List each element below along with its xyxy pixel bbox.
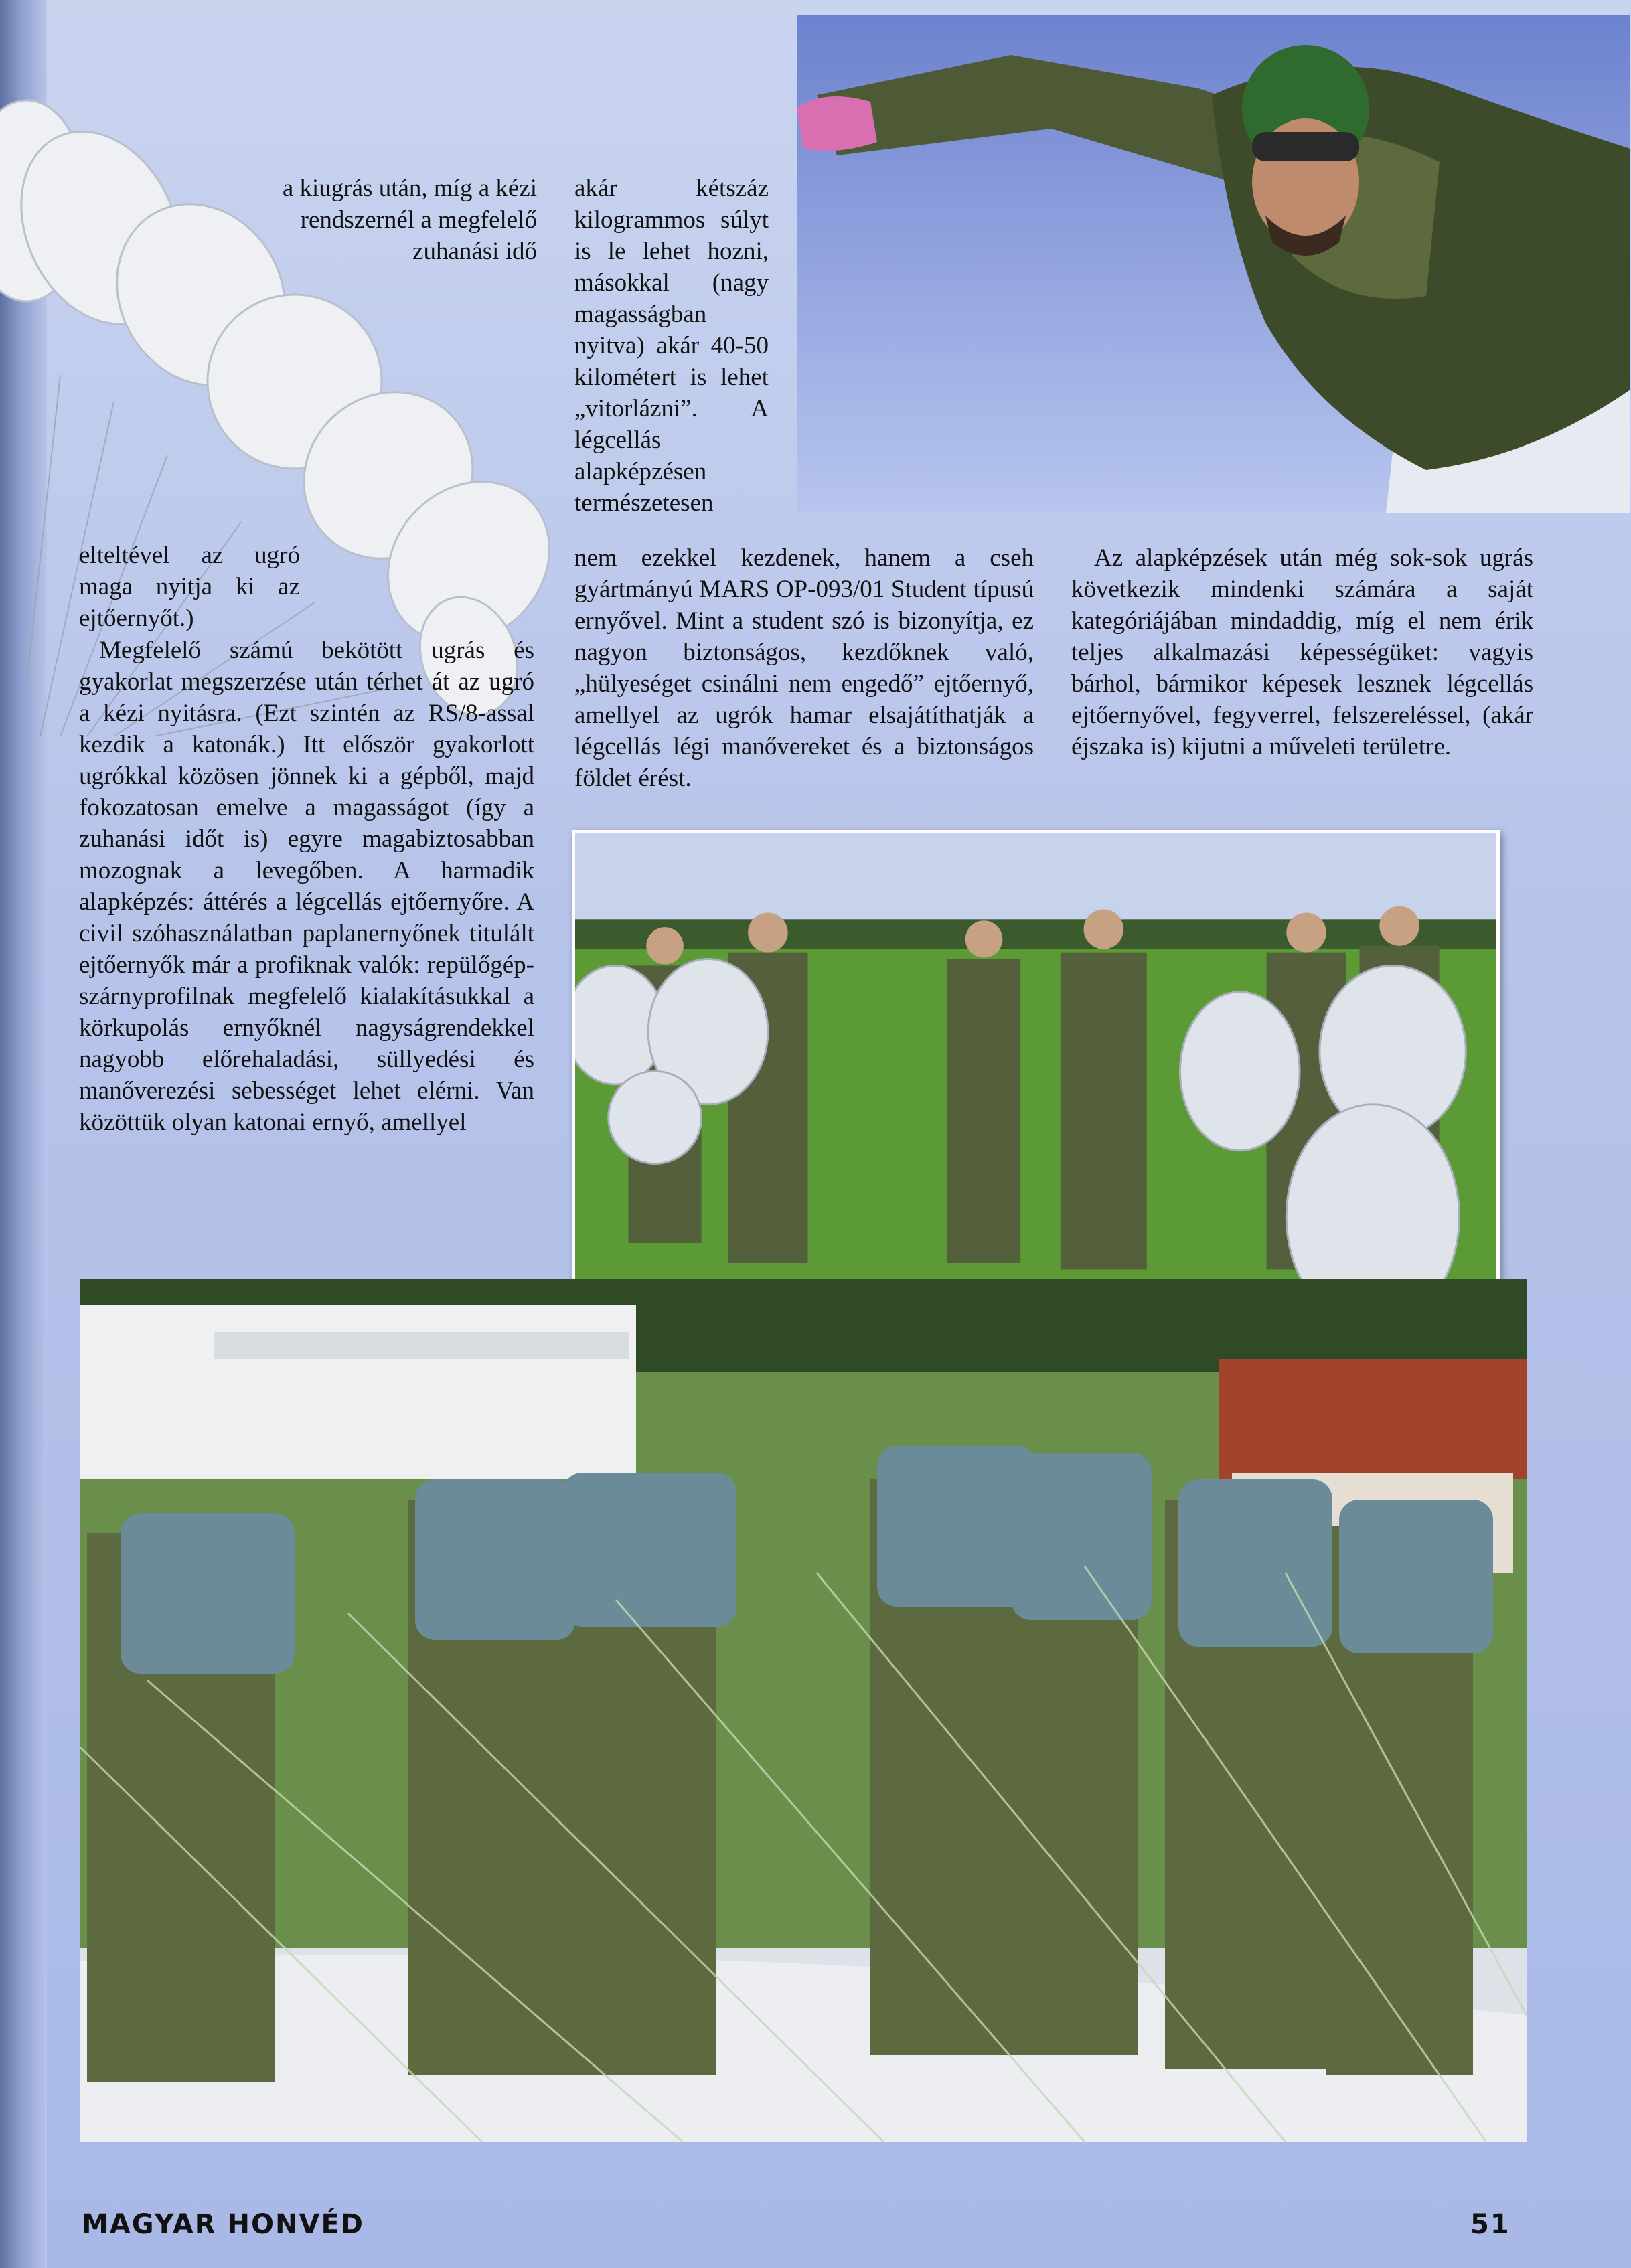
page-number: 51 [1470, 2209, 1510, 2240]
article-col1-mid: elteltével az ugró maga nyitja ki az ejtőernyőt.) [79, 542, 300, 632]
skydiver-photo [797, 15, 1630, 513]
soldiers-field-photo [572, 830, 1500, 1346]
packing-parachute-photo [80, 1279, 1527, 2142]
article-col3: Az alapképzések után még sok-sok ugrás következik mindenki számára a saját kategóriájában mindaddig, míg el nem érik teljes alkalmazási képességüket: vagyis bárhol, bármikor képesek lesznek légcellás ejtőernyővel, fegyverrel, felszereléssel, (akár éjszaka is) kijutni a műveleti területre. [1071, 544, 1533, 760]
article-col1-top: a kiugrás után, míg a kézi rendszernél a megfelelő zuhanási idő [282, 175, 537, 265]
article-col2-narrow: akár kétszáz kilogrammos súlyt is le lehet hozni, másokkal (nagy magasságban nyitva) akár 40-50 kilométert is lehet „vitorlázni”. A légcellás alapképzésen természetesen [574, 175, 769, 517]
article-col2-wide: nem ezekkel kezdenek, hanem a cseh gyártmányú MARS OP-093/01 Student típusú ernyővel. Mint a student szó is bizonyítja, ez nagyon biztonságos, kezdőknek való, „hülyeséget csinálni nem engedő” ejtőernyő, amellyel az ugrók hamar elsajátíthatják a légcellás légi manővereket és a biztonságos földet érést. [574, 544, 1034, 792]
article-col1-main: Megfelelő számú bekötött ugrás és gyakorlat megszerzése után térhet át az ugró a kézi nyitásra. (Ezt szintén az RS/8-assal kezdik a katonák.) Itt először gyakorlott ugrókkal közösen jönnek ki a gépből, majd fokozatosan emelve a magasságot (így a zuhanási időt is) egyre magabiztosabban mozognak a levegőben. A harmadik alapképzés: áttérés a légcellás ejtőernyőre. A civil szóhasználatban paplanernyőnek titulált ejtőernyők már a profiknak valók: repülőgép-szárnyprofilnak megfelelő kialakításukkal a körkupolás ernyőknél nagyságrendekkel nagyobb előrehaladási, süllyedési és manőverezési sebességet lehet elérni. Van közöttük olyan katonai ernyő, amellyel [79, 637, 534, 1136]
magazine-name: MAGYAR HONVÉD [82, 2209, 364, 2240]
